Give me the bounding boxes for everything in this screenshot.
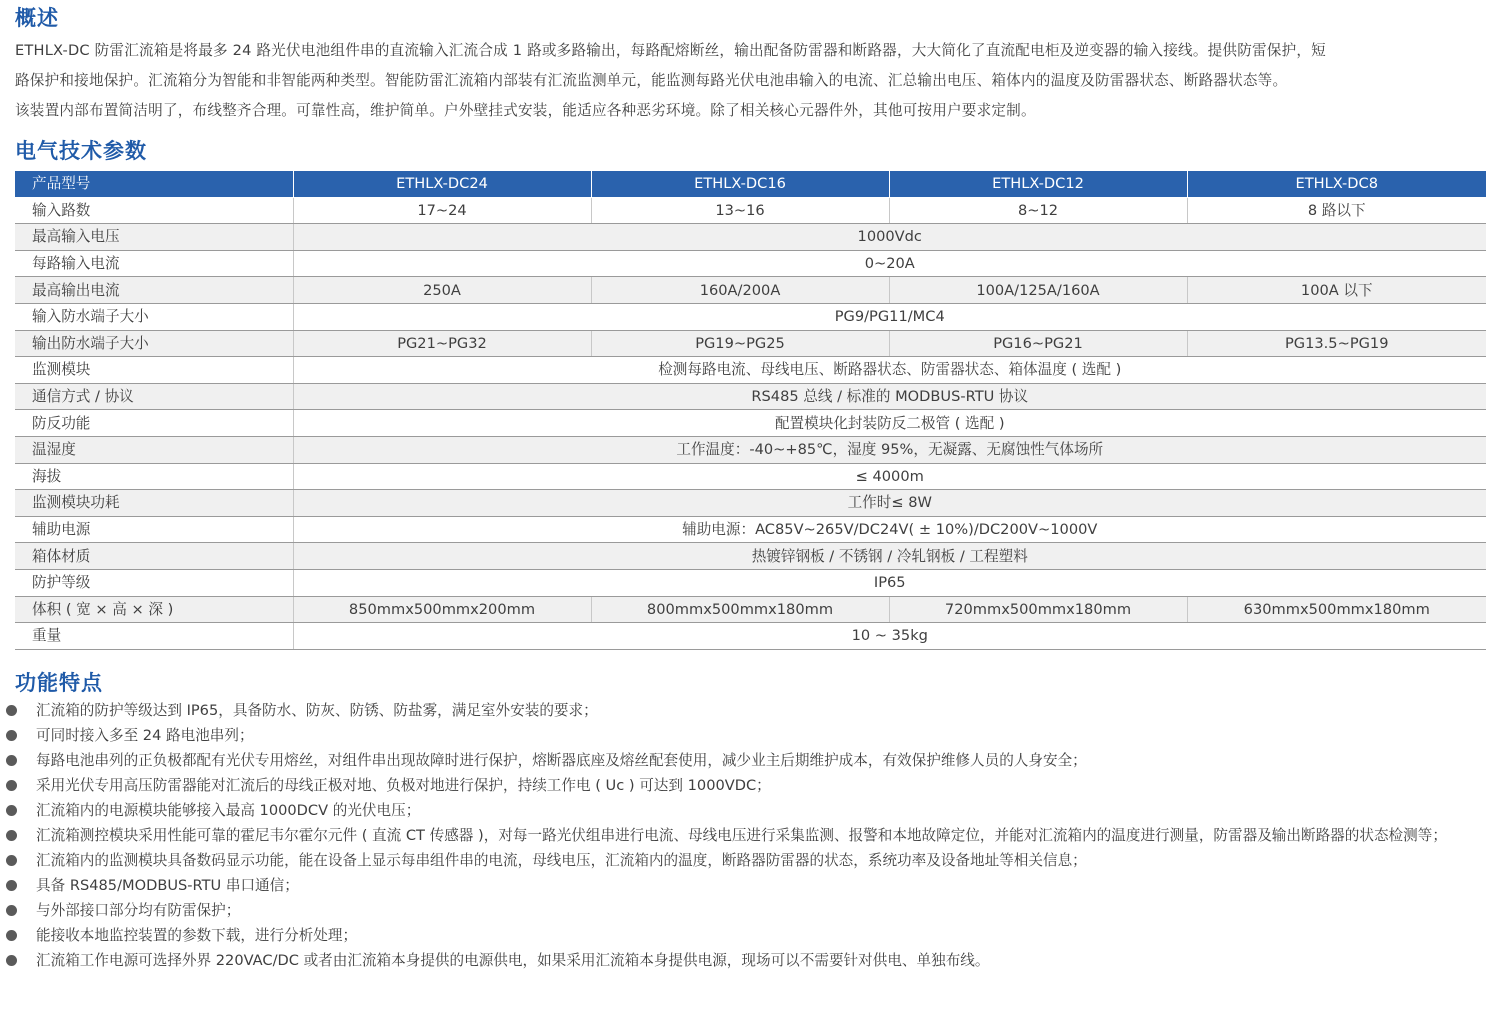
feature-text: 能接收本地监控装置的参数下载，进行分析处理； — [36, 927, 358, 944]
table-row — [15, 516, 1486, 543]
row-value: 工作温度：-40~+85℃，湿度 95%，无凝露、无腐蚀性气体场所 — [293, 436, 1486, 463]
table-row — [15, 383, 1486, 410]
row-label: 温湿度 — [15, 436, 293, 463]
row-label: 箱体材质 — [15, 543, 293, 570]
table-row — [15, 490, 1486, 517]
table-row — [15, 330, 1486, 357]
row-value: 辅助电源：AC85V~265V/DC24V( ± 10%)/DC200V~1000V — [293, 516, 1486, 543]
table-row — [15, 569, 1486, 596]
params-heading: 电气技术参数 — [15, 139, 147, 163]
header-cell-model: 产品型号 — [15, 171, 293, 197]
header-cell-dc8: ETHLX-DC8 — [1187, 171, 1486, 197]
row-value: 8~12 — [889, 197, 1187, 224]
feature-item — [6, 698, 1486, 723]
feature-text: 汇流箱内的监测模块具备数码显示功能，能在设备上显示每串组件串的电流，母线电压，汇流箱内的温度，断路器防雷器的状态，系统功率及设备地址等相关信息； — [36, 852, 1087, 869]
feature-text: 汇流箱内的电源模块能够接入最高 1000DCV 的光伏电压； — [36, 802, 421, 819]
bullet-icon — [6, 880, 17, 891]
bullet-icon — [6, 755, 17, 766]
feature-item — [6, 773, 1486, 798]
feature-item — [6, 823, 1486, 848]
bullet-icon — [6, 705, 17, 716]
table-row — [15, 277, 1486, 304]
row-label: 防护等级 — [15, 569, 293, 596]
feature-text: 可同时接入多至 24 路电池串列； — [36, 727, 254, 744]
table-row — [15, 623, 1486, 650]
table-row — [15, 197, 1486, 224]
row-value: 100A 以下 — [1187, 277, 1486, 304]
feature-item — [6, 948, 1486, 973]
row-label: 重量 — [15, 623, 293, 650]
row-value: 630mmx500mmx180mm — [1187, 596, 1486, 623]
row-value: 850mmx500mmx200mm — [293, 596, 591, 623]
bullet-icon — [6, 955, 17, 966]
table-row — [15, 357, 1486, 384]
row-value: 160A/200A — [591, 277, 889, 304]
feature-text: 与外部接口部分均有防雷保护； — [36, 902, 241, 919]
row-value: RS485 总线 / 标准的 MODBUS-RTU 协议 — [293, 383, 1486, 410]
row-label: 通信方式 / 协议 — [15, 383, 293, 410]
header-cell-dc12: ETHLX-DC12 — [889, 171, 1187, 197]
table-row — [15, 596, 1486, 623]
row-label: 辅助电源 — [15, 516, 293, 543]
header-cell-dc16: ETHLX-DC16 — [591, 171, 889, 197]
features-list — [6, 698, 1486, 973]
row-value: 检测每路电流、母线电压、断路器状态、防雷器状态、箱体温度 ( 选配 ) — [293, 357, 1486, 384]
row-label: 体积 ( 宽 × 高 × 深 ) — [15, 596, 293, 623]
bullet-icon — [6, 805, 17, 816]
feature-text: 汇流箱工作电源可选择外界 220VAC/DC 或者由汇流箱本身提供的电源供电，如果采用汇流箱本身提供电源，现场可以不需要针对供电、单独布线。 — [36, 952, 990, 969]
row-value: 配置模块化封装防反二极管 ( 选配 ) — [293, 410, 1486, 437]
feature-text: 采用光伏专用高压防雷器能对汇流后的母线正极对地、负极对地进行保护，持续工作电 ( Uc ) 可达到 1000VDC； — [36, 777, 771, 794]
overview-line: ETHLX-DC 防雷汇流箱是将最多 24 路光伏电池组件串的直流输入汇流合成 1 路或多路输出，每路配熔断丝，输出配备防雷器和断路器，大大简化了直流配电柜及逆变器的输入接线。提供防雷保护，短 — [15, 42, 1326, 59]
row-label: 输入防水端子大小 — [15, 303, 293, 330]
table-row — [15, 303, 1486, 330]
bullet-icon — [6, 780, 17, 791]
row-value: 1000Vdc — [293, 224, 1486, 251]
bullet-icon — [6, 930, 17, 941]
feature-item — [6, 798, 1486, 823]
row-label: 输入路数 — [15, 197, 293, 224]
overview-line: 该装置内部布置简洁明了，布线整齐合理。可靠性高，维护简单。户外壁挂式安装，能适应各种恶劣环境。除了相关核心元器件外，其他可按用户要求定制。 — [15, 102, 1036, 119]
row-value: 热镀锌钢板 / 不锈钢 / 冷轧钢板 / 工程塑料 — [293, 543, 1486, 570]
row-value: PG13.5~PG19 — [1187, 330, 1486, 357]
feature-item — [6, 848, 1486, 873]
row-label: 防反功能 — [15, 410, 293, 437]
row-value: 800mmx500mmx180mm — [591, 596, 889, 623]
row-value: 工作时≤ 8W — [293, 490, 1486, 517]
table-row — [15, 436, 1486, 463]
feature-text: 汇流箱测控模块采用性能可靠的霍尼韦尔霍尔元件 ( 直流 CT 传感器 )，对每一路光伏组串进行电流、母线电压进行采集监测、报警和本地故障定位，并能对汇流箱内的温度进行测量，防雷器及输出断路器的状态检测等； — [36, 827, 1447, 844]
row-value: ≤ 4000m — [293, 463, 1486, 490]
row-value: 100A/125A/160A — [889, 277, 1187, 304]
feature-item — [6, 873, 1486, 898]
overview-line: 路保护和接地保护。汇流箱分为智能和非智能两种类型。智能防雷汇流箱内部装有汇流监测单元，能监测每路光伏电池串输入的电流、汇总输出电压、箱体内的温度及防雷器状态、断路器状态等。 — [15, 72, 1288, 89]
header-cell-dc24: ETHLX-DC24 — [293, 171, 591, 197]
bullet-icon — [6, 730, 17, 741]
bullet-icon — [6, 855, 17, 866]
row-label: 每路输入电流 — [15, 250, 293, 277]
feature-item — [6, 923, 1486, 948]
row-label: 监测模块功耗 — [15, 490, 293, 517]
spec-table — [15, 171, 1486, 650]
feature-text: 汇流箱的防护等级达到 IP65，具备防水、防灰、防锈、防盐雾，满足室外安装的要求； — [36, 702, 598, 719]
row-value: 10 ~ 35kg — [293, 623, 1486, 650]
overview-text — [15, 36, 1486, 126]
row-value: 0~20A — [293, 250, 1486, 277]
spec-header-row — [15, 171, 1486, 197]
row-label: 最高输入电压 — [15, 224, 293, 251]
features-heading: 功能特点 — [15, 671, 103, 695]
table-row — [15, 410, 1486, 437]
row-value: 250A — [293, 277, 591, 304]
table-row — [15, 250, 1486, 277]
feature-item — [6, 748, 1486, 773]
row-value: PG21~PG32 — [293, 330, 591, 357]
row-value: PG19~PG25 — [591, 330, 889, 357]
row-value: PG16~PG21 — [889, 330, 1187, 357]
feature-item — [6, 723, 1486, 748]
row-value: 17~24 — [293, 197, 591, 224]
row-label: 海拔 — [15, 463, 293, 490]
row-value: 8 路以下 — [1187, 197, 1486, 224]
table-row — [15, 543, 1486, 570]
table-row — [15, 463, 1486, 490]
feature-text: 具备 RS485/MODBUS-RTU 串口通信； — [36, 877, 299, 894]
row-label: 监测模块 — [15, 357, 293, 384]
feature-item — [6, 898, 1486, 923]
bullet-icon — [6, 830, 17, 841]
row-value: 720mmx500mmx180mm — [889, 596, 1187, 623]
row-value: PG9/PG11/MC4 — [293, 303, 1486, 330]
feature-text: 每路电池串列的正负极都配有光伏专用熔丝，对组件串出现故障时进行保护，熔断器底座及熔丝配套使用，减少业主后期维护成本，有效保护维修人员的人身安全； — [36, 752, 1087, 769]
row-value: 13~16 — [591, 197, 889, 224]
row-value: IP65 — [293, 569, 1486, 596]
bullet-icon — [6, 905, 17, 916]
row-label: 最高输出电流 — [15, 277, 293, 304]
row-label: 输出防水端子大小 — [15, 330, 293, 357]
overview-heading: 概述 — [15, 6, 59, 30]
table-row — [15, 224, 1486, 251]
